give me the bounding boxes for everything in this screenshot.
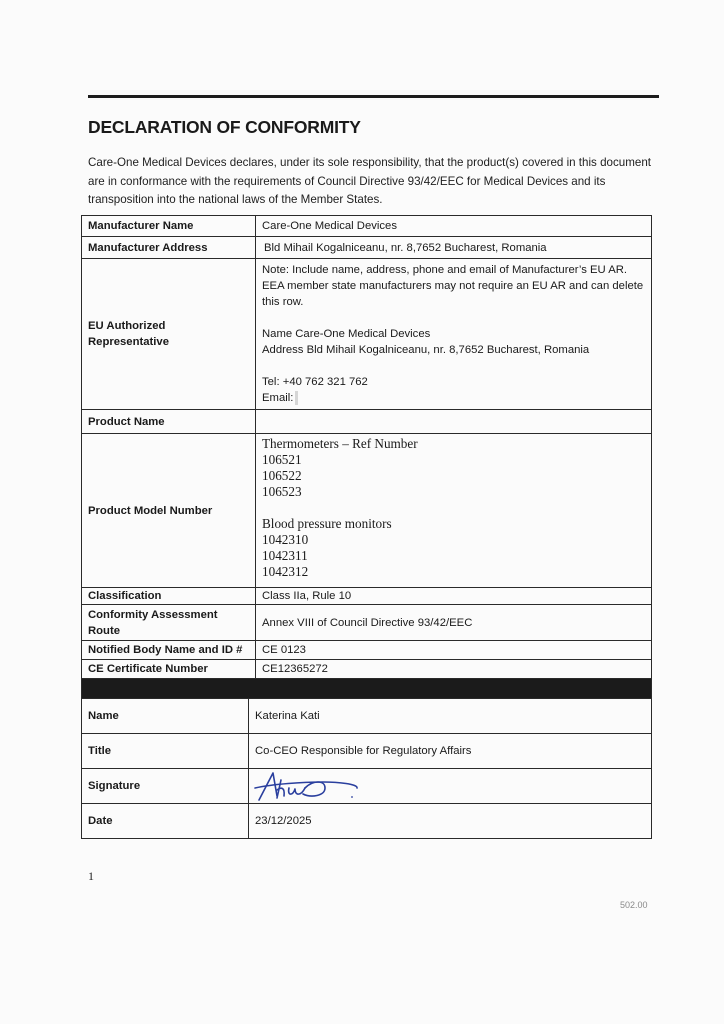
page-number: 1 xyxy=(88,869,94,883)
notified-body-value: CE 0123 xyxy=(256,641,652,660)
notified-body-label: Notified Body Name and ID # xyxy=(82,641,256,660)
table-row xyxy=(82,216,652,237)
eu-ar-email: Email: xyxy=(262,392,294,404)
classification-value: Class IIa, Rule 10 xyxy=(256,588,652,605)
eu-ar-label xyxy=(82,259,256,410)
handwritten-signature-icon xyxy=(253,770,363,802)
model-item: 106522 xyxy=(262,468,302,483)
product-model-label: Product Model Number xyxy=(82,434,256,588)
eu-ar-tel: Tel: +40 762 321 762 xyxy=(262,376,368,388)
ce-certificate-value: CE12365272 xyxy=(256,660,652,679)
signatory-name-label: Name xyxy=(82,699,249,734)
eu-ar-note: Note: Include name, address, phone and email of Manufacturer’s EU AR. EEA member state manufacturers may not require an EU AR and can delete this row. xyxy=(262,264,644,308)
header-rule xyxy=(88,95,659,98)
eu-ar-name: Name Care-One Medical Devices xyxy=(262,328,431,340)
manufacturer-address-text: Bld Mihail Kogalniceanu, nr. 8,7652 Bucharest, Romania xyxy=(264,241,547,254)
signatory-title-value: Co-CEO Responsible for Regulatory Affairs xyxy=(249,734,652,769)
table-row xyxy=(82,259,652,410)
email-placeholder-mark xyxy=(295,391,298,405)
table-row xyxy=(82,641,652,660)
conformity-route-value: Annex VIII of Council Directive 93/42/EEC xyxy=(256,605,652,641)
manufacturer-name-value: Care-One Medical Devices xyxy=(256,216,652,237)
model-group-heading: Thermometers – Ref Number xyxy=(262,436,418,451)
intro-paragraph: Care-One Medical Devices declares, under its sole responsibility, that the product(s) covered in this document are in conformance with the requirements of Council Directive 93/42/EEC for Medical Devices and its transposition into the national laws of the Member States. xyxy=(88,156,651,206)
footer-code: 502.00 xyxy=(620,900,648,910)
eu-ar-address: Address Bld Mihail Kogalniceanu, nr. 8,7652 Bucharest, Romania xyxy=(262,344,590,356)
signatory-name-value: Katerina Kati xyxy=(249,699,652,734)
table-row xyxy=(82,605,652,641)
eu-ar-value xyxy=(256,259,652,410)
model-item: 1042311 xyxy=(262,548,308,563)
signature-label: Signature xyxy=(82,769,249,804)
manufacturer-name-label: Manufacturer Name xyxy=(82,216,256,237)
model-item: 106521 xyxy=(262,452,302,467)
page-title: DECLARATION OF CONFORMITY xyxy=(88,117,361,137)
dark-band xyxy=(82,679,652,699)
product-name-value xyxy=(256,410,652,434)
signatory-title-label: Title xyxy=(82,734,249,769)
table-row xyxy=(82,410,652,434)
manufacturer-address-value xyxy=(256,237,652,259)
date-value: 23/12/2025 xyxy=(249,804,652,839)
model-item: 1042312 xyxy=(262,564,309,579)
table-row xyxy=(82,660,652,679)
eu-ar-label-line1: EU Authorized xyxy=(88,320,166,332)
signatory-table xyxy=(81,698,652,839)
table-row xyxy=(82,734,652,769)
classification-label: Classification xyxy=(82,588,256,605)
model-item: 106523 xyxy=(262,484,302,499)
ce-certificate-label: CE Certificate Number xyxy=(82,660,256,679)
model-item: 1042310 xyxy=(262,532,309,547)
signature-value xyxy=(249,769,652,804)
table-row xyxy=(82,588,652,605)
conformity-route-label xyxy=(82,605,256,641)
model-group-heading: Blood pressure monitors xyxy=(262,516,392,531)
table-row xyxy=(82,804,652,839)
conformity-route-label-line2: Route xyxy=(88,624,121,637)
manufacturer-address-label: Manufacturer Address xyxy=(82,237,256,259)
conformity-table xyxy=(81,215,652,699)
eu-ar-email-line xyxy=(262,390,645,406)
product-model-value xyxy=(256,434,652,588)
eu-ar-label-line2: Representative xyxy=(88,336,169,348)
section-divider-band xyxy=(82,679,652,699)
table-row xyxy=(82,769,652,804)
conformity-route-label-line1: Conformity Assessment xyxy=(88,608,218,621)
product-name-label: Product Name xyxy=(82,410,256,434)
table-row xyxy=(82,237,652,259)
date-label: Date xyxy=(82,804,249,839)
table-row xyxy=(82,699,652,734)
table-row xyxy=(82,434,652,588)
